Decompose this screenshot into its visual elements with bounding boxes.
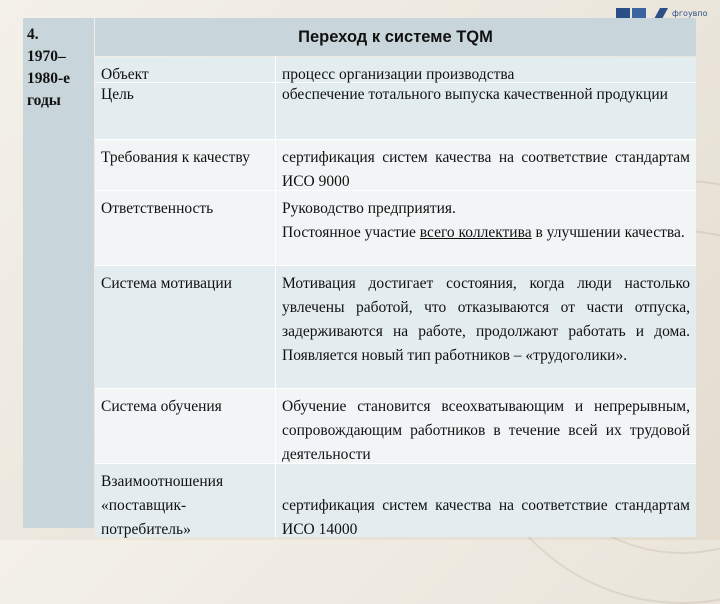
- row-value-responsibility: [275, 191, 696, 265]
- period-column: [23, 18, 94, 528]
- content-table: [95, 57, 696, 537]
- table-row: [95, 389, 696, 464]
- responsibility-line2b: в улучшении качества.: [531, 224, 685, 241]
- svg-text:фгоувпо: фгоувпо: [672, 9, 708, 18]
- row-value-goal: обеспечение тотального выпуска качественной продукции: [275, 83, 696, 139]
- row-label-requirements: Требования к качеству: [101, 149, 250, 166]
- row-value-training: Обучение становится всеохватывающим и непрерывным, сопровождающим работников в течение всей их трудовой деятельности: [275, 389, 696, 463]
- row-value-motivation: Мотивация достигает состояния, когда люди настолько увлечены работой, что отказываются от части отпуска, задерживаются на работе, продолжают работать и дома. Появляется новый тип работников – «трудоголики».: [275, 266, 696, 388]
- responsibility-underlined: всего коллектива: [419, 224, 532, 241]
- table-row: [95, 83, 696, 140]
- row-value-object: процесс организации производства: [275, 57, 696, 82]
- row-label-responsibility: Ответственность: [101, 200, 214, 217]
- table-row: [95, 57, 696, 83]
- row-value-supplier: сертификация систем качества на соответствие стандартам ИСО 14000: [275, 464, 696, 537]
- table-row: [95, 140, 696, 191]
- table-title-text: Переход к системе TQM: [298, 27, 493, 46]
- responsibility-line2a: Постоянное участие: [282, 224, 420, 241]
- row-label-supplier: Взаимоотношения «поставщик-потребитель»: [101, 473, 224, 538]
- table-row: [95, 464, 696, 537]
- table-row: [95, 266, 696, 389]
- row-label-goal: Цель: [101, 86, 134, 103]
- period-years: 1970–1980-е годы: [27, 48, 71, 109]
- table-title: [95, 18, 696, 56]
- table-row: [95, 191, 696, 266]
- responsibility-line1: Руководство предприятия.: [282, 200, 456, 217]
- row-label-training: Система обучения: [101, 398, 222, 415]
- row-value-requirements: сертификация систем качества на соответствие стандартам ИСО 9000: [275, 140, 696, 190]
- period-number: 4.: [27, 26, 39, 43]
- row-label-object: Объект: [101, 66, 149, 83]
- row-label-motivation: Система мотивации: [101, 275, 232, 292]
